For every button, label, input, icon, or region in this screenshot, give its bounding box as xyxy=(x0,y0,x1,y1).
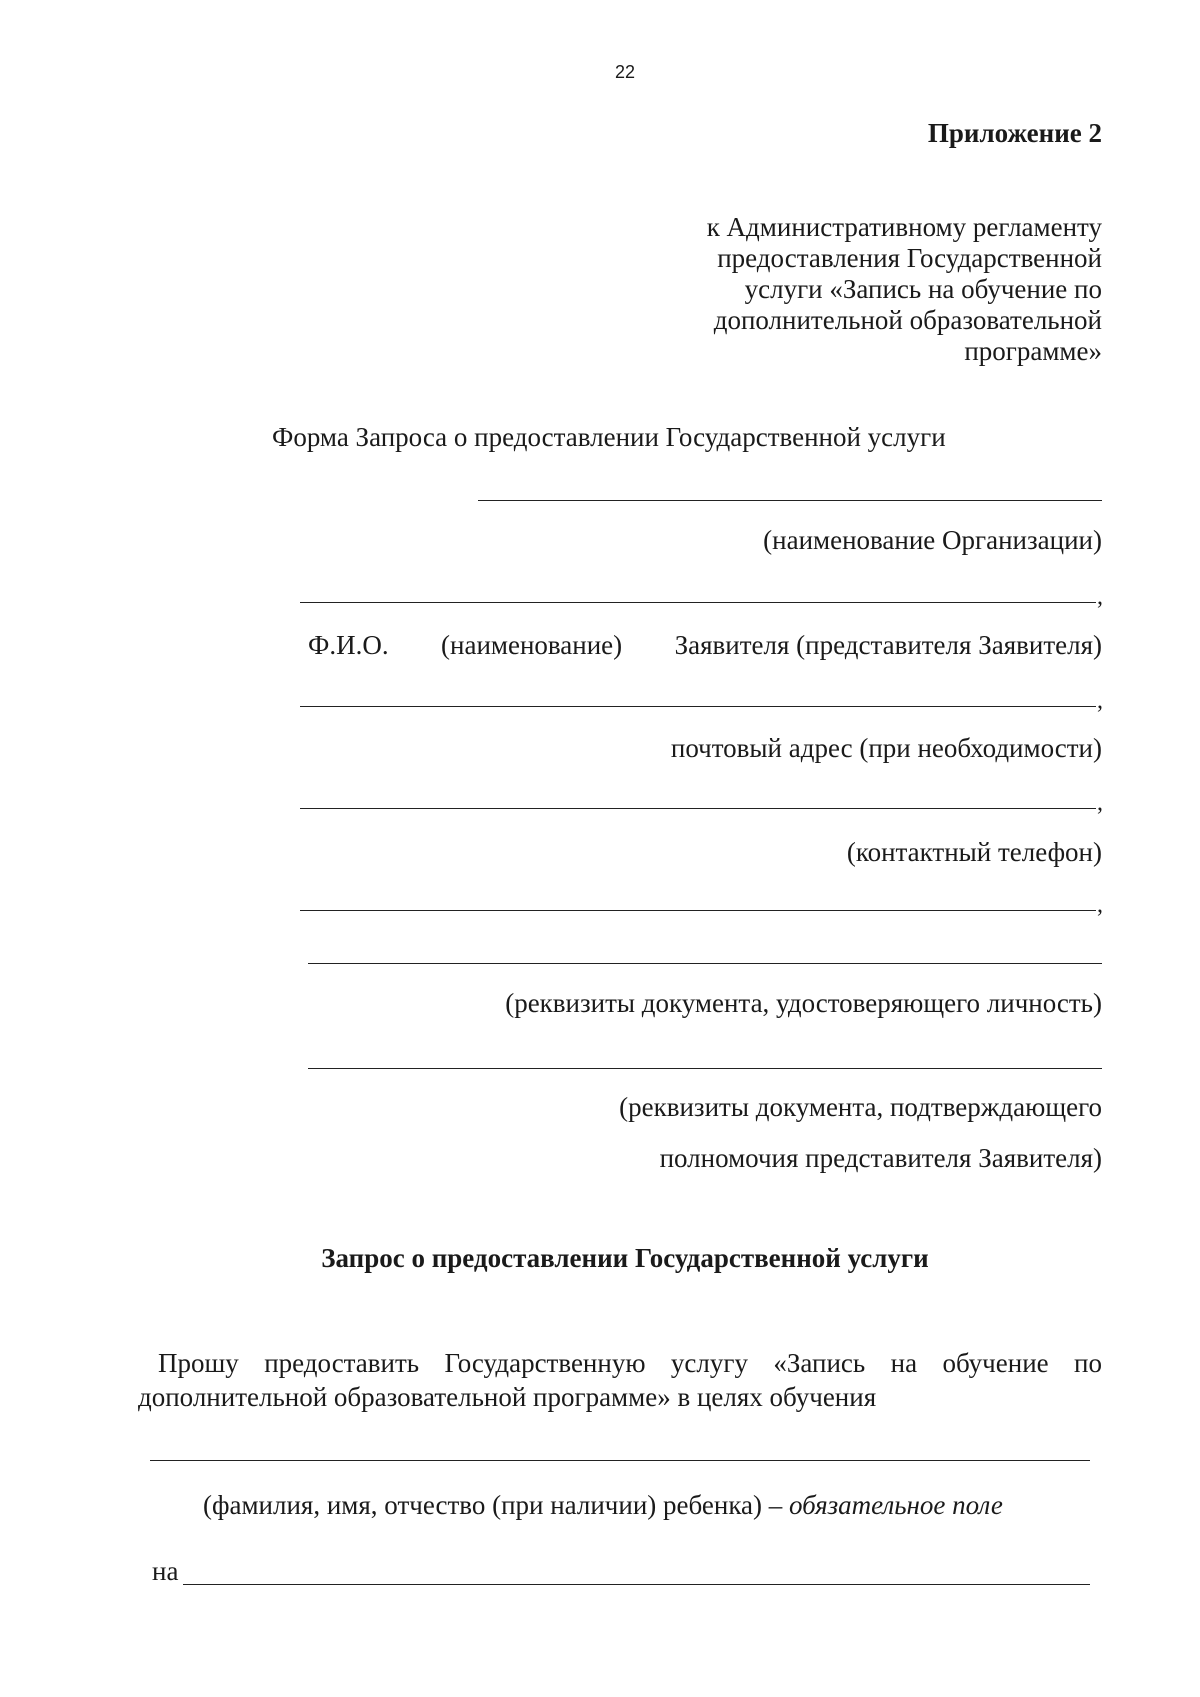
applicant-caption-word: (наименование) xyxy=(441,630,623,660)
body-word: предоставить xyxy=(264,1348,420,1378)
postal-address-field-line[interactable] xyxy=(300,706,1096,707)
applicant-caption-word: Заявителя (представителя Заявителя) xyxy=(674,630,1102,660)
organization-field-line[interactable] xyxy=(478,500,1102,501)
body-word: на xyxy=(890,1348,918,1378)
body-word: «Запись xyxy=(773,1348,866,1378)
na-label: на xyxy=(152,1556,179,1586)
applicant-caption xyxy=(308,630,1102,661)
organization-caption: (наименование Организации) xyxy=(763,525,1102,555)
request-body-line2: дополнительной образовательной программе» в целях обучения xyxy=(138,1382,877,1412)
required-field-note: обязательное поле xyxy=(789,1490,1003,1520)
body-word: Прошу xyxy=(158,1348,239,1378)
program-field-line[interactable] xyxy=(183,1584,1090,1585)
authority-document-field-line[interactable] xyxy=(308,1068,1102,1069)
page-number: 22 xyxy=(614,62,636,82)
form-title: Форма Запроса о предоставлении Государственной услуги xyxy=(272,422,946,452)
authority-caption-line2: полномочия представителя Заявителя) xyxy=(659,1143,1102,1173)
phone-field-line[interactable] xyxy=(300,808,1096,809)
id-document-field-line-2[interactable] xyxy=(308,963,1102,964)
annex-line: предоставления Государственной xyxy=(717,243,1102,273)
field-comma: , xyxy=(1097,584,1103,610)
authority-caption-line1: (реквизиты документа, подтверждающего xyxy=(619,1092,1102,1122)
phone-caption: (контактный телефон) xyxy=(846,837,1102,867)
request-body-line1 xyxy=(158,1348,1102,1379)
body-word: Государственную xyxy=(444,1348,646,1378)
applicant-name-field-line[interactable] xyxy=(300,602,1096,603)
child-name-field-line[interactable] xyxy=(150,1460,1090,1461)
id-document-field-line[interactable] xyxy=(300,910,1096,911)
postal-address-caption: почтовый адрес (при необходимости) xyxy=(670,733,1102,763)
request-title: Запрос о предоставлении Государственной услуги xyxy=(321,1243,929,1273)
body-word: обучение xyxy=(942,1348,1049,1378)
child-name-caption-text: (фамилия, имя, отчество (при наличии) ребенка) – xyxy=(203,1490,783,1520)
field-comma: , xyxy=(1097,790,1103,816)
body-word: услугу xyxy=(670,1348,748,1378)
annex-line: программе» xyxy=(964,336,1102,366)
body-word: по xyxy=(1074,1348,1102,1378)
applicant-caption-word: Ф.И.О. xyxy=(308,630,389,660)
annex-title: Приложение 2 xyxy=(927,118,1102,148)
annex-line: дополнительной образовательной xyxy=(713,305,1102,335)
annex-line: к Административному регламенту xyxy=(706,212,1102,242)
field-comma: , xyxy=(1097,892,1103,918)
child-name-caption xyxy=(203,1490,1003,1521)
field-comma: , xyxy=(1097,688,1103,714)
id-document-caption: (реквизиты документа, удостоверяющего личность) xyxy=(505,988,1102,1018)
annex-line: услуги «Запись на обучение по xyxy=(744,274,1102,304)
